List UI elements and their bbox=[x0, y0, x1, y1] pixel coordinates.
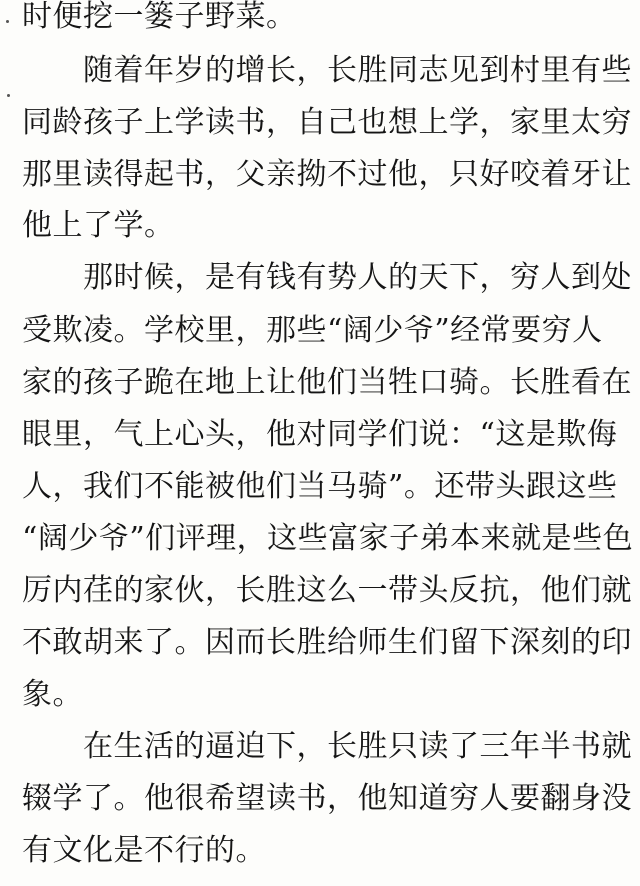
text-line: 在生活的逼迫下，长胜只读了三年半书就 bbox=[22, 729, 632, 764]
text-line: 有文化是不行的。 bbox=[22, 833, 266, 868]
text-line: 那时候，是有钱有势人的天下，穷人到处 bbox=[22, 260, 632, 295]
text-line: 那里读得起书，父亲拗不过他，只好咬着牙让 bbox=[22, 157, 632, 192]
text-line: 受欺凌。学校里，那些“阔少爷”经常要穷人 bbox=[22, 313, 603, 348]
text-line: 时便挖一篓子野菜。 bbox=[22, 0, 297, 34]
text-line: 眼里，气上心头，他对同学们说：“这是欺侮 bbox=[22, 417, 618, 452]
text-line: 随着年岁的增长，长胜同志见到村里有些 bbox=[22, 53, 632, 88]
text-line: 人，我们不能被他们当马骑”。还带头跟这些 bbox=[22, 469, 618, 504]
text-line: 厉内荏的家伙，长胜这么一带头反抗，他们就 bbox=[22, 573, 632, 608]
scan-speck bbox=[7, 94, 10, 97]
text-line: 象。 bbox=[22, 677, 83, 712]
text-line: 不敢胡来了。因而长胜给师生们留下深刻的印 bbox=[22, 625, 632, 660]
text-line: 辍学了。他很希望读书，他知道穷人要翻身没 bbox=[22, 781, 632, 816]
scan-speck bbox=[6, 20, 9, 23]
text-line: 同龄孩子上学读书，自己也想上学，家里太穷 bbox=[22, 105, 632, 140]
text-line: 他上了学。 bbox=[22, 208, 175, 243]
text-line: “阔少爷”们评理，这些富家子弟本来就是些色 bbox=[22, 521, 634, 556]
text-line: 家的孩子跪在地上让他们当牲口骑。长胜看在 bbox=[22, 365, 632, 400]
